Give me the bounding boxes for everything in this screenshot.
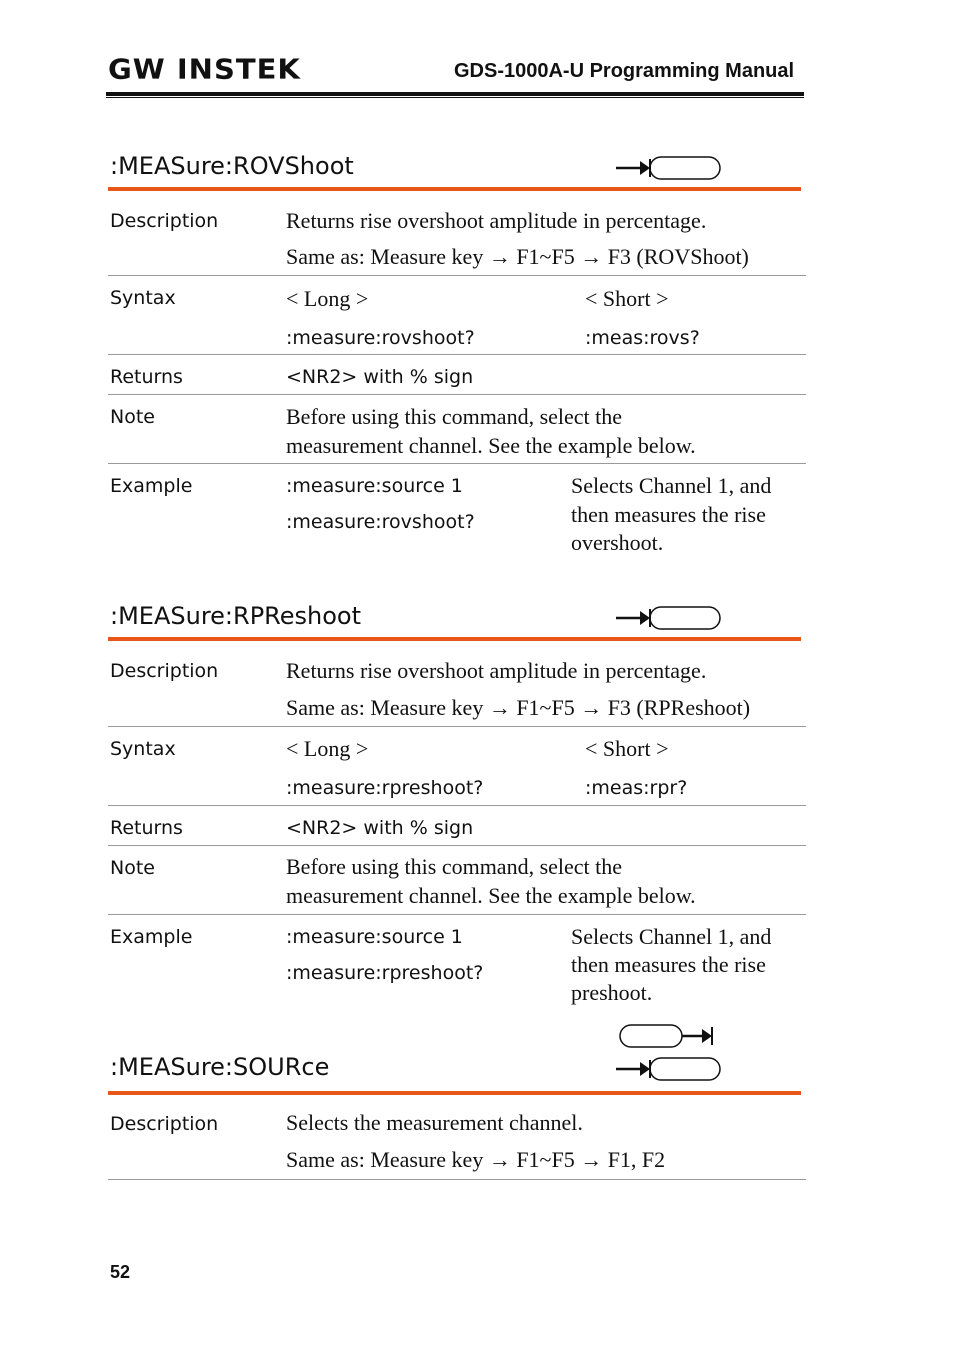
description-text: Returns rise overshoot amplitude in percentage.: [286, 208, 707, 233]
section-title-source: :MEASure:SOURce: [110, 1053, 330, 1081]
syntax-short-command: :meas:rovs?: [585, 327, 700, 349]
manual-title: GDS-1000A-U Programming Manual: [454, 60, 795, 82]
example-desc-line1: Selects Channel 1, and: [571, 473, 772, 498]
example-command-1: :measure:source 1: [286, 926, 463, 948]
description-label: Description: [110, 660, 219, 682]
description-label: Description: [110, 1113, 219, 1135]
example-command-1: :measure:source 1: [286, 475, 463, 497]
row-divider: [108, 463, 806, 464]
description-same-as: Same as: Measure key → F1~F5 → F1, F2: [286, 1147, 666, 1172]
returns-value: <NR2> with % sign: [286, 817, 474, 839]
example-command-2: :measure:rpreshoot?: [286, 962, 484, 984]
example-label: Example: [110, 926, 193, 948]
returns-value: <NR2> with % sign: [286, 366, 474, 388]
description-same-as: Same as: Measure key → F1~F5 → F3 (ROVShoot): [286, 244, 749, 269]
syntax-label: Syntax: [110, 738, 176, 760]
section-rule: [108, 187, 801, 191]
note-text-line2: measurement channel. See the example below.: [286, 883, 696, 908]
set-arrow-out-icon: [614, 1022, 724, 1050]
description-label: Description: [110, 210, 219, 232]
section-rule: [108, 1091, 801, 1095]
syntax-short-header: < Short >: [585, 736, 669, 761]
row-divider: [108, 354, 806, 355]
description-same-as: Same as: Measure key → F1~F5 → F3 (RPReshoot): [286, 695, 751, 720]
row-divider: [108, 805, 806, 806]
syntax-label: Syntax: [110, 287, 176, 309]
query-arrow-in-icon: [614, 1055, 724, 1083]
row-divider: [108, 845, 806, 846]
description-text: Returns rise overshoot amplitude in percentage.: [286, 658, 707, 683]
row-divider: [108, 275, 806, 276]
row-divider: [108, 1179, 806, 1180]
example-desc-line2: then measures the rise: [571, 952, 766, 977]
brand-logo: GW INSTEK: [108, 52, 301, 86]
query-arrow-in-icon: [614, 154, 724, 182]
syntax-long-command: :measure:rpreshoot?: [286, 777, 484, 799]
example-desc-line3: overshoot.: [571, 530, 664, 555]
returns-label: Returns: [110, 366, 183, 388]
note-label: Note: [110, 857, 155, 879]
syntax-long-header: < Long >: [286, 286, 369, 311]
note-text-line1: Before using this command, select the: [286, 854, 623, 879]
example-label: Example: [110, 475, 193, 497]
example-desc-line3: preshoot.: [571, 980, 653, 1005]
syntax-long-header: < Long >: [286, 736, 369, 761]
description-text: Selects the measurement channel.: [286, 1110, 583, 1135]
example-desc-line1: Selects Channel 1, and: [571, 924, 772, 949]
query-arrow-in-icon: [614, 604, 724, 632]
note-label: Note: [110, 406, 155, 428]
row-divider: [108, 394, 806, 395]
syntax-short-header: < Short >: [585, 286, 669, 311]
page-number: 52: [110, 1262, 131, 1282]
section-title-rovshoot: :MEASure:ROVShoot: [110, 152, 354, 180]
row-divider: [108, 914, 806, 915]
header-rule-thin: [106, 97, 804, 98]
header-rule: [106, 92, 804, 96]
syntax-long-command: :measure:rovshoot?: [286, 327, 475, 349]
row-divider: [108, 726, 806, 727]
example-desc-line2: then measures the rise: [571, 502, 766, 527]
syntax-short-command: :meas:rpr?: [585, 777, 688, 799]
note-text-line2: measurement channel. See the example below.: [286, 433, 696, 458]
example-command-2: :measure:rovshoot?: [286, 511, 475, 533]
returns-label: Returns: [110, 817, 183, 839]
section-title-rpreshoot: :MEASure:RPReshoot: [110, 602, 362, 630]
note-text-line1: Before using this command, select the: [286, 404, 623, 429]
section-rule: [108, 637, 801, 641]
